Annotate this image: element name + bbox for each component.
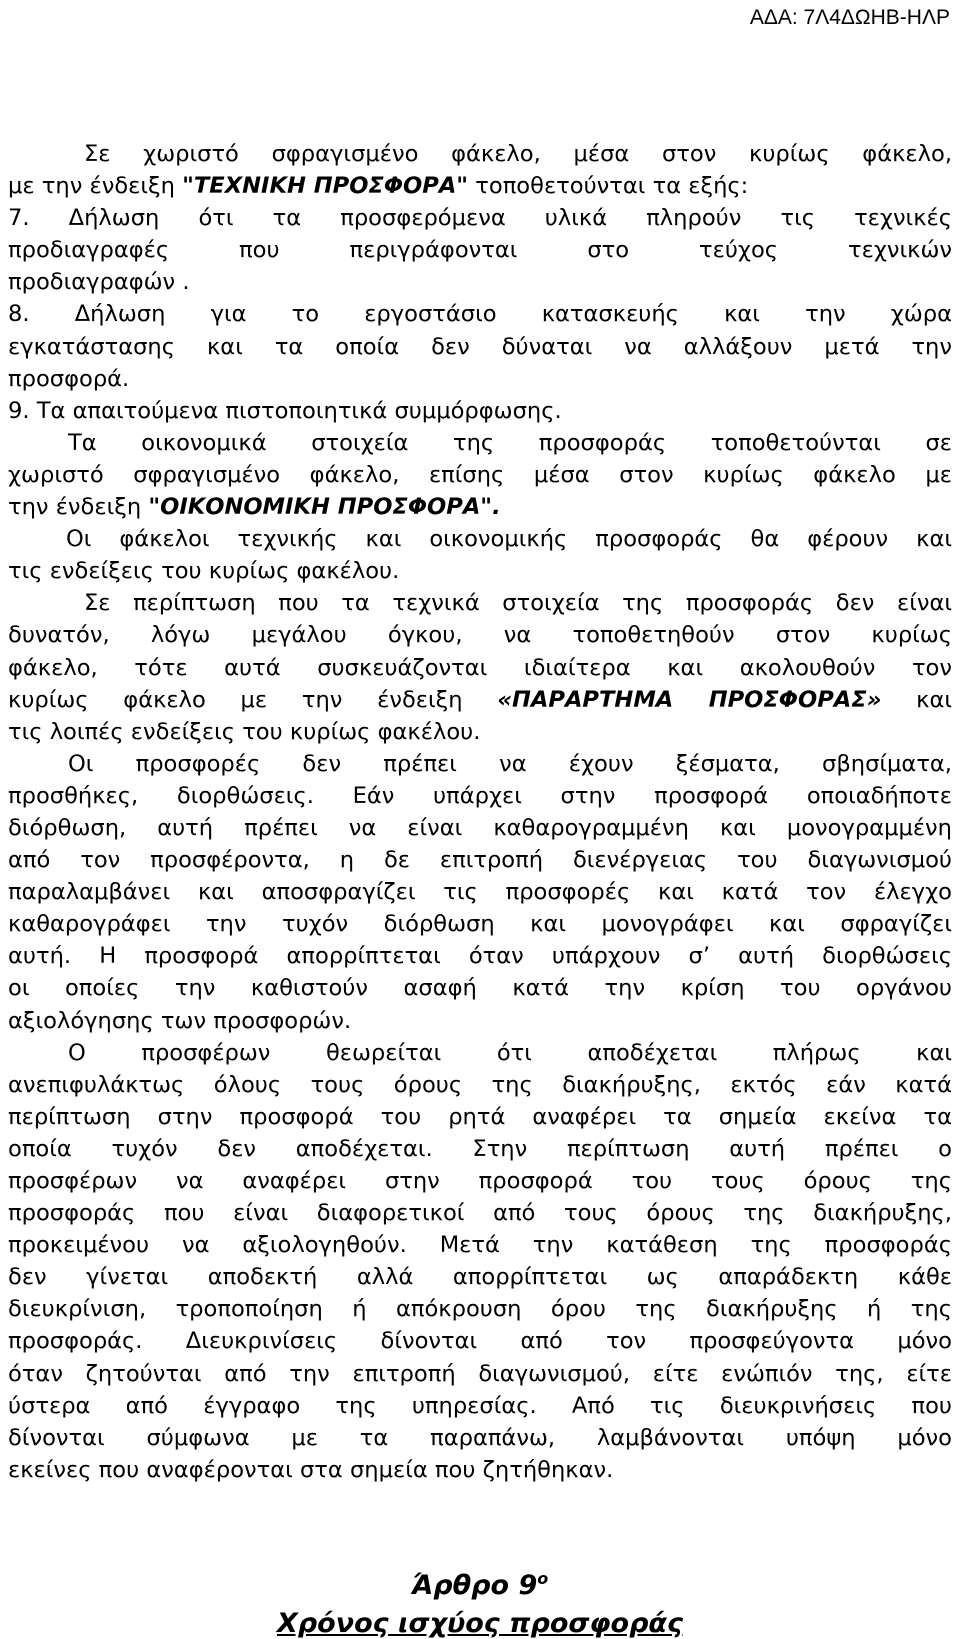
text-line: αυτή. Η προσφορά απορρίπτεται όταν υπάρχουν σ’ αυτή διορθώσεις [8, 943, 952, 970]
text-span: τοποθετούνται τα εξής: [468, 173, 749, 200]
article-number: Άρθρο 9 [411, 1570, 538, 1601]
text-line: προσφοράς που είναι διαφορετικοί από τους όρους της διακήρυξης, [8, 1200, 952, 1227]
text-line: όταν ζητούνται από την επιτροπή διαγωνισμού, είτε ενώπιόν της, είτε [8, 1360, 952, 1387]
document-body [8, 138, 952, 1486]
text-line: Σε περίπτωση που τα τεχνικά στοιχεία της προσφοράς δεν είναι [84, 590, 952, 617]
text-span: με την ένδειξη [8, 173, 183, 200]
technical-offer-label: "ΤΕΧΝΙΚΗ ΠΡΟΣΦΟΡΑ" [182, 173, 469, 200]
text-line: Οι φάκελοι τεχνικής και οικονομικής προσφοράς θα φέρουν και [66, 526, 952, 553]
text-line: Σε χωριστό σφραγισμένο φάκελο, μέσα στον κυρίως φάκελο, [84, 141, 952, 167]
text-line: οι οποίες την καθιστούν ασαφή κατά την κρίση του οργάνου [8, 975, 952, 1002]
text-line: προδιαγραφές που περιγράφονται στο τεύχος τεχνικών [8, 237, 952, 264]
text-line: φάκελο, τότε αυτά συσκευάζονται ιδιαίτερα και ακολουθούν τον [8, 654, 952, 681]
text-line: διόρθωση, αυτή πρέπει να είναι καθαρογραμμένη και μονογραμμένη [8, 814, 952, 841]
text-line [8, 491, 952, 523]
text-line [8, 170, 952, 202]
text-line: δυνατόν, λόγω μεγάλου όγκου, να τοποθετηθούν στον κυρίως [8, 622, 952, 649]
text-line: Ο προσφέρων θεωρείται ότι αποδέχεται πλήρως και [68, 1039, 952, 1066]
text-line: ανεπιφυλάκτως όλους τους όρους της διακήρυξης, εκτός εάν κατά [8, 1071, 952, 1098]
text-line: δίνονται σύμφωνα με τα παραπάνω, λαμβάνονται υπόψη μόνο [8, 1424, 952, 1451]
list-item-7: 7. Δήλωση ότι τα προσφερόμενα υλικά πληρούν τις τεχνικές [8, 205, 952, 232]
text-line [8, 684, 952, 716]
text-line: οποία τυχόν δεν αποδέχεται. Στην περίπτωση αυτή πρέπει ο [8, 1135, 952, 1162]
article-superscript: ο [537, 1569, 549, 1588]
financial-offer-label: "ΟΙΚΟΝΟΜΙΚΗ ΠΡΟΣΦΟΡΑ". [148, 494, 501, 521]
text-line: τις λοιπές ενδείξεις του κυρίως φακέλου. [8, 718, 481, 745]
text-line: ύστερα από έγγραφο της υπηρεσίας. Από τις διευκρινήσεις που [8, 1392, 952, 1419]
text-line: εκείνες που αναφέρονται στα σημεία που ζητήθηκαν. [8, 1456, 614, 1483]
list-item-9: 9. Τα απαιτούμενα πιστοποιητικά συμμόρφωσης. [8, 397, 562, 424]
text-line: καθαρογράφει την τυχόν διόρθωση και μονογράφει και σφραγίζει [8, 911, 952, 938]
text-span: και [881, 686, 952, 713]
list-item-8: 8. Δήλωση για το εργοστάσιο κατασκευής και την χώρα [8, 301, 952, 328]
text-line: προσφοράς. Διευκρινίσεις δίνονται από τον προσφεύγοντα μόνο [8, 1328, 952, 1355]
text-line: εγκατάστασης και τα οποία δεν δύναται να αλλάξουν μετά την [8, 333, 952, 360]
text-line: από τον προσφέροντα, η δε επιτροπή διενέργειας του διαγωνισμού [8, 847, 952, 874]
text-line: περίπτωση στην προσφορά του ρητά αναφέρει τα σημεία εκείνα τα [8, 1103, 952, 1130]
text-span: την ένδειξη [8, 494, 149, 521]
text-line: προσφορά. [8, 365, 130, 392]
text-line: προσθήκες, διορθώσεις. Εάν υπάρχει στην προσφορά οποιαδήποτε [8, 782, 952, 809]
text-line: διευκρίνιση, τροποποίηση ή απόκρουση όρου της διακήρυξης ή της [8, 1296, 952, 1323]
text-line: Οι προσφορές δεν πρέπει να έχουν ξέσματα, σβησίματα, [68, 750, 952, 777]
text-line: προκειμένου να αξιολογηθούν. Μετά την κατάθεση της προσφοράς [8, 1232, 952, 1259]
text-line: προσφέρων να αναφέρει στην προσφορά του τους όρους της [8, 1168, 952, 1194]
text-line: προδιαγραφών . [8, 269, 190, 296]
text-line: δεν γίνεται αποδεκτή αλλά απορρίπτεται ως απαράδεκτη κάθε [8, 1264, 952, 1291]
text-line: αξιολόγησης των προσφορών. [8, 1007, 352, 1034]
text-line: Τα οικονομικά στοιχεία της προσφοράς τοποθετούνται σε [68, 429, 952, 456]
ada-code: ΑΔΑ: 7Λ4ΔΩΗΒ-ΗΛΡ [749, 6, 950, 29]
text-line: παραλαμβάνει και αποσφραγίζει τις προσφορές και κατά τον έλεγχο [8, 879, 952, 906]
text-line: τις ενδείξεις του κυρίως φακέλου. [8, 558, 400, 585]
article-subtitle: Χρόνος ισχύος προσφοράς [276, 1608, 683, 1639]
text-line: χωριστό σφραγισμένο φάκελο, επίσης μέσα στον κυρίως φάκελο με [8, 461, 952, 488]
offer-annex-label: «ΠΑΡΑΡΤΗΜΑ ΠΡΟΣΦΟΡΑΣ» [497, 686, 882, 713]
text-span: κυρίως φάκελο με την ένδειξη [8, 686, 498, 713]
article-heading [0, 1570, 960, 1601]
